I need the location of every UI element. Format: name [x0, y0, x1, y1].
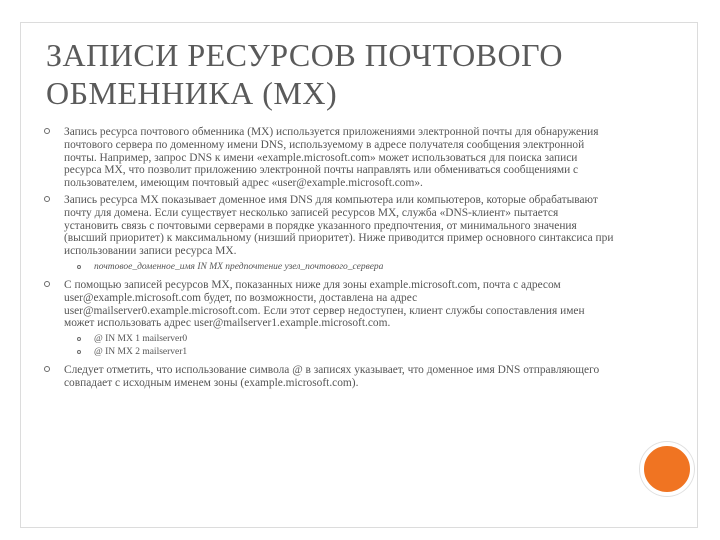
- mx-record-2: @ IN MX 2 mailserver1: [94, 347, 188, 358]
- sub-bullet-icon: [77, 337, 81, 341]
- mx-record-1: @ IN MX 1 mailserver0: [94, 334, 188, 345]
- syntax-example: почтовое_доменное_имя IN MX предпочтение узел_почтового_сервера: [94, 261, 384, 272]
- bullet-item: [44, 126, 614, 190]
- bullet-circle-icon: [44, 281, 50, 287]
- bullet-circle-icon: [44, 196, 50, 202]
- bullet-circle-icon: [44, 366, 50, 372]
- sub-bullet-item: [44, 334, 614, 345]
- slide-body: [44, 126, 614, 394]
- bullet-text-3: С помощью записей ресурсов MX, показанных ниже для зоны example.microsoft.com, почта с адресом user@example.microsoft.com будет, по возможности, доставлена на адрес user@mailserver0.example.microsoft.com. Если этот сервер недоступен, клиент службы сопоставления имен может использовать адрес user@mailserver1.example.microsoft.com.: [64, 278, 585, 330]
- sub-bullet-icon: [77, 350, 81, 354]
- sub-bullet-item: [44, 347, 614, 358]
- title-line-1: ЗАПИСИ РЕСУРСОВ ПОЧТОВОГО: [46, 37, 563, 73]
- bullet-text-1: Запись ресурса почтового обменника (MX) используется приложениями электронной почты для обнаружения почтового сервера по доменному имени DNS, используемому в адресе получателя сообщения электронной почты. Например, запрос DNS к имени «example.microsoft.com» может использоваться для поиска записи ресурса MX, что позволит приложению электронной почты направлять или обмениваться сообщениями с пользователем, имеющим почтовый адрес «user@example.microsoft.com».: [64, 126, 599, 190]
- decorative-circle-icon: [640, 442, 694, 496]
- slide-title: [46, 36, 646, 112]
- bullet-item: [44, 364, 614, 390]
- sub-bullet-item: [44, 262, 614, 273]
- bullet-circle-icon: [44, 128, 50, 134]
- title-line-2: ОБМЕННИКА (MX): [46, 75, 338, 111]
- bullet-item: [44, 194, 614, 258]
- bullet-text-4: Следует отметить, что использование символа @ в записях указывает, что доменное имя DNS отправляющего совпадает с исходным именем зоны (example.microsoft.com).: [64, 364, 600, 389]
- sub-bullet-icon: [77, 265, 81, 269]
- bullet-text-2: Запись ресурса MX показывает доменное имя DNS для компьютера или компьютеров, которые обрабатывают почту для домена. Если существует несколько записей ресурсов MX, служба «DNS-клиент» пытается установить связь с почтовыми серверами в порядке указанного предпочтения, от минимального значения (высший приоритет) к максимальному (низший приоритет). Ниже приводится пример основного синтаксиса при использовании записи ресурса MX.: [64, 193, 614, 258]
- bullet-item: [44, 279, 614, 330]
